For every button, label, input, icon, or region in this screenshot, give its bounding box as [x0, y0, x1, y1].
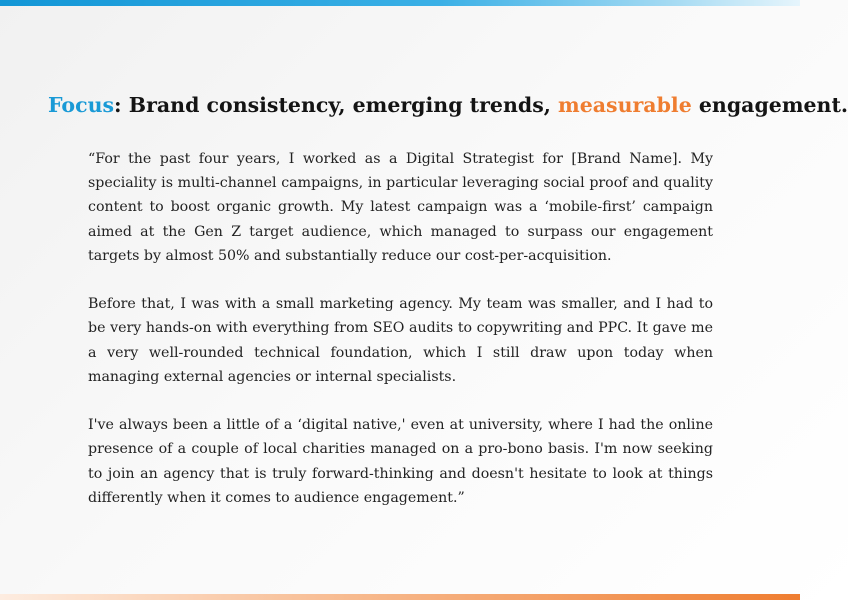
heading-text-part1: : Brand consistency, emerging trends, [114, 93, 559, 117]
top-accent-bar [0, 0, 800, 6]
focus-label: Focus [48, 93, 115, 117]
paragraph-3: I've always been a little of a ‘digital native,' even at university, where I had the online presence of a couple of local charities managed on a pro-bono basis. I'm now seeking to join an agency that is truly forward-thinking and doesn't hesitate to look at things differently when it comes to audience engagement.” [88, 417, 713, 506]
paragraph-2: Before that, I was with a small marketing agency. My team was smaller, and I had to be very hands-on with everything from SEO audits to copywriting and PPC. It gave me a very well-rounded technical foundation, which I still draw upon today when managing external agencies or internal specialists. [88, 296, 713, 385]
focus-heading [48, 90, 848, 120]
bottom-accent-bar [0, 594, 800, 600]
heading-text-part2: engagement. [691, 93, 848, 117]
heading-highlight: measurable [558, 93, 692, 117]
quote-body [88, 147, 713, 534]
paragraph-1: “For the past four years, I worked as a Digital Strategist for [Brand Name]. My speciality is multi-channel campaigns, in particular leveraging social proof and quality content to boost organic growth. My latest campaign was a ‘mobile-first’ campaign aimed at the Gen Z target audience, which managed to surpass our engagement targets by almost 50% and substantially reduce our cost-per-acquisition. [88, 151, 713, 264]
